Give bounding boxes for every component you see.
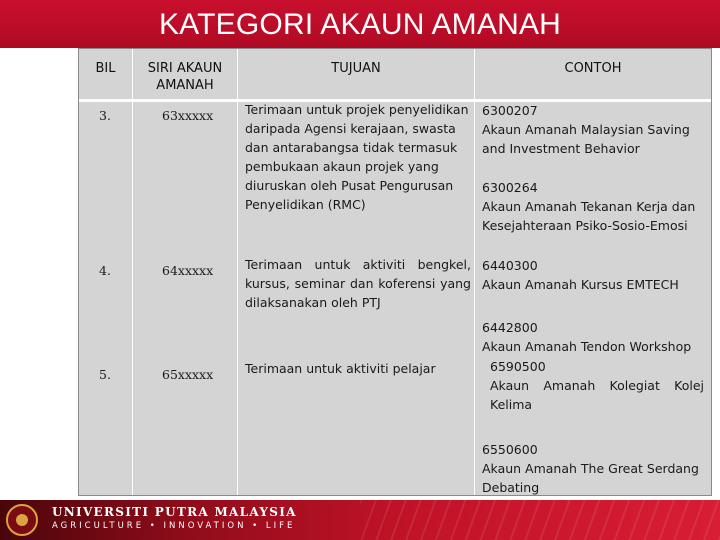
row-siri: 64xxxxx — [162, 263, 214, 278]
column-separator — [132, 49, 133, 495]
footer-banner — [0, 500, 720, 540]
contoh-code: 6590500 — [490, 359, 546, 374]
column-separator — [237, 49, 238, 495]
contoh-name: Akaun Amanah Tekanan Kerja dan Kesejahteraan Psiko-Sosio-Emosi — [482, 199, 696, 233]
contoh-code: 6440300 — [482, 258, 538, 273]
row-siri: 65xxxxx — [162, 367, 214, 382]
logo-emblem — [16, 514, 28, 526]
header-contoh: CONTOH — [564, 61, 622, 76]
contoh-item — [482, 178, 708, 235]
header-bil: BIL — [95, 61, 116, 76]
row-siri: 63xxxxx — [162, 108, 214, 123]
contoh-item — [482, 318, 708, 356]
university-name: UNIVERSITI PUTRA MALAYSIA — [52, 505, 297, 519]
row-bil: 4. — [99, 263, 111, 278]
upm-logo-icon — [6, 504, 38, 536]
university-tagline: AGRICULTURE • INNOVATION • LIFE — [52, 521, 296, 531]
row-bil: 5. — [99, 367, 111, 382]
header-siri: SIRI AKAUN AMANAH — [147, 61, 223, 93]
row-tujuan: Terimaan untuk aktiviti bengkel, kursus, seminar dan koferensi yang dilaksanakan oleh PTJ — [245, 257, 471, 310]
contoh-name: Akaun Amanah The Great Serdang Debating — [482, 461, 699, 495]
column-separator — [474, 49, 475, 495]
footer-decoration — [360, 500, 720, 540]
contoh-code: 6442800 — [482, 320, 538, 335]
contoh-item — [482, 101, 708, 158]
header-tujuan: TUJUAN — [331, 61, 381, 76]
contoh-item — [482, 256, 708, 294]
row-tujuan: Terimaan untuk projek penyelidikan daripada Agensi kerajaan, swasta dan antarabangsa tidak termasuk pembukaan akaun projek yang diuruskan oleh Pusat Pengurusan Penyelidikan (RMC) — [245, 102, 469, 212]
row-tujuan: Terimaan untuk aktiviti pelajar — [245, 361, 436, 376]
slide-title: KATEGORI AKAUN AMANAH — [158, 8, 562, 41]
contoh-item — [482, 440, 708, 497]
row-bil: 3. — [99, 108, 111, 123]
contoh-code: 6550600 — [482, 442, 538, 457]
contoh-name: Akaun Amanah Kolegiat Kolej Kelima — [490, 378, 704, 412]
contoh-code: 6300264 — [482, 180, 538, 195]
contoh-name: Akaun Amanah Tendon Workshop — [482, 339, 692, 354]
contoh-code: 6300207 — [482, 103, 538, 118]
contoh-name: Akaun Amanah Kursus EMTECH — [482, 277, 679, 292]
contoh-item — [490, 357, 704, 414]
contoh-name: Akaun Amanah Malaysian Saving and Investment Behavior — [482, 122, 690, 156]
